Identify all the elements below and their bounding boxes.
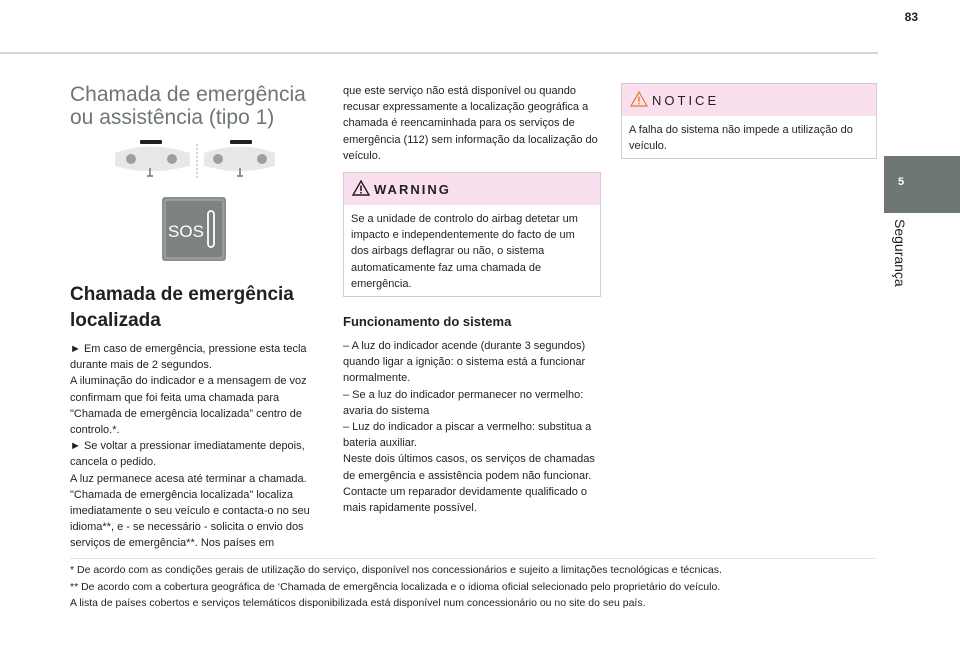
section-title: Chamada de emergência localizada <box>70 284 294 331</box>
footnote-1: * De acordo com as condições gerais de utilização do serviço, disponível nos concessionários e sujeito a limitações tecnológicas e técnicas. <box>70 564 722 576</box>
footnotes <box>70 558 876 612</box>
sos-label: SOS <box>168 222 204 241</box>
sos-button-icon <box>162 197 226 261</box>
section-label: Segurança <box>892 219 908 287</box>
section-label-container <box>884 213 918 303</box>
warning-callout <box>343 172 601 297</box>
footnote-3: A lista de países cobertos e serviços telemáticos disponibilizada está disponível num concessionário ou no site do seu país. <box>70 597 646 609</box>
section-tab-number: 5 <box>897 176 905 188</box>
warning-label: WARNING <box>374 182 451 198</box>
console-right-icon <box>204 140 275 176</box>
notice-header <box>622 84 876 116</box>
page-number: 83 <box>904 10 918 24</box>
emergency-call-text: ► Em caso de emergência, pressione esta tecla durante mais de 2 segundos. A iluminação do indicador e a mensagem de voz confirmam que foi feita uma chamada para "Chamada de emergência localizada” centro de controlo.*. ► Se voltar a pressionar imediatamente depois, cancela o pedido. A luz permanece acesa até terminar a chamada. "Chamada de emergência localizada" localiza imediatamente o seu veículo e contacta-o no seu idioma**, e - se necessário - solicita o envio dos serviços de emergência**. Nos países em <box>70 343 310 550</box>
operation-text: – A luz do indicador acende (durante 3 segundos) quando ligar a ignição: o sistema está a funcionar normalmente. – Se a luz do indicador permanecer no vermelho: avaria do sistema – Luz do indicador a piscar a vermelho: substitua a bateria auxiliar. Neste dois últimos casos, os serviços de chamadas de emergência e assistência podem não funcionar. Contacte um reparador devidamente qualificado o mais rapidamente possível. <box>343 340 595 515</box>
header-rule <box>0 52 878 54</box>
notice-callout <box>621 83 877 159</box>
page-title: Chamada de emergência ou assistência (tipo 1) <box>70 83 306 129</box>
column-right <box>621 83 877 159</box>
sos-button-illustration <box>162 197 226 261</box>
column-left <box>70 83 326 550</box>
console-left-icon <box>115 140 190 176</box>
continued-text: que este serviço não está disponível ou quando recusar expressamente a localização geográfica a chamada é reencaminhada para os serviços de emergência (112) sem informação da localização do veículo. <box>343 85 598 162</box>
warning-header <box>344 173 600 205</box>
notice-icon <box>630 91 648 107</box>
subsection-title: Funcionamento do sistema <box>343 314 512 330</box>
column-middle <box>343 83 601 516</box>
notice-text: A falha do sistema não impede a utilização do veículo. <box>629 124 853 153</box>
footnote-2: ** De acordo com a cobertura geográfica de ‘Chamada de emergência localizada e o idioma oficial selecionado pelo proprietário do veículo. <box>70 580 721 593</box>
overhead-console-illustration <box>110 138 280 183</box>
warning-text: Se a unidade de controlo do airbag detetar um impacto e independentemente do facto de um dos airbags deflagrar ou não, o sistema automaticamente faz uma chamada de emergência. <box>351 213 578 290</box>
notice-label: NOTICE <box>652 93 720 108</box>
warning-icon <box>352 180 370 196</box>
